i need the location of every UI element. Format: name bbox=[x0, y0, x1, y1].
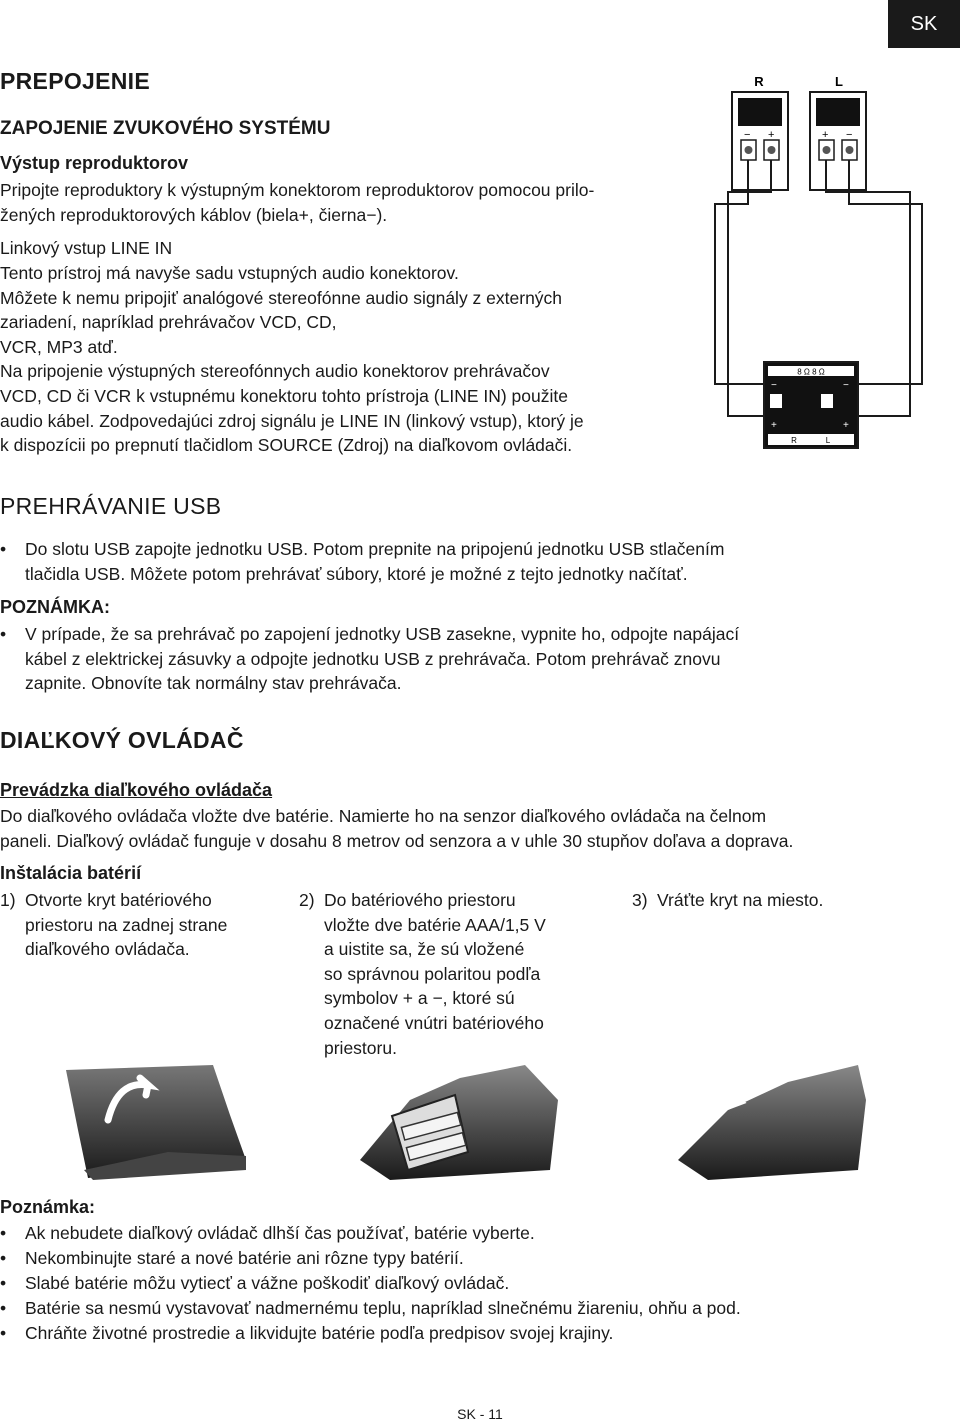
step-number: 1) bbox=[0, 890, 16, 910]
text-line: Ak nebudete diaľkový ovládač dlhší čas používať, batérie vyberte. bbox=[25, 1223, 535, 1243]
bullet-dot: • bbox=[0, 1298, 7, 1318]
bullet-dot: • bbox=[0, 1323, 7, 1343]
battery-note-item bbox=[0, 1271, 900, 1296]
text-line: tlačidla USB. Môžete potom prehrávať súbory, ktoré je možné z tejto jednotky načítať. bbox=[25, 563, 688, 584]
install-step-1 bbox=[0, 888, 290, 962]
text-line: Slabé batérie môžu vytiecť a vážne poškodiť diaľkový ovládač. bbox=[25, 1273, 510, 1293]
usb-note-bullet bbox=[0, 622, 900, 696]
minus-sign: − bbox=[843, 380, 849, 391]
usb-note-label: POZNÁMKA: bbox=[0, 597, 110, 617]
language-tab bbox=[888, 0, 960, 48]
minus-sign: − bbox=[744, 129, 751, 141]
speaker-output-text bbox=[0, 178, 594, 227]
text-line: Chráňte životné prostredie a likvidujte batérie podľa predpisov svojej krajiny. bbox=[25, 1323, 614, 1343]
speaker-left bbox=[810, 92, 866, 190]
unit-label-r: R bbox=[791, 436, 797, 445]
text-line: symbolov + a −, ktoré sú bbox=[324, 988, 515, 1009]
section-title-connection: PREPOJENIE bbox=[0, 68, 150, 94]
battery-note-item bbox=[0, 1246, 900, 1271]
text-line: Do batériového priestoru bbox=[324, 890, 516, 910]
bullet-dot: • bbox=[0, 1223, 7, 1243]
remote-operation-text bbox=[0, 804, 793, 853]
speaker-right bbox=[732, 92, 788, 190]
speaker-label-r: R bbox=[754, 74, 764, 89]
remote-close-cover-illustration bbox=[668, 1060, 868, 1180]
page-number: SK - 11 bbox=[457, 1406, 503, 1422]
text-line: so správnou polaritou podľa bbox=[324, 963, 541, 984]
text-line: a uistite sa, že sú vložené bbox=[324, 939, 525, 960]
minus-sign: − bbox=[846, 129, 853, 141]
text-line: kábel z elektrickej zásuvky a odpojte jednotku USB z prehrávača. Potom prehrávač znovu bbox=[25, 648, 721, 669]
step-number: 3) bbox=[632, 890, 648, 910]
install-step-2 bbox=[299, 888, 609, 1060]
text-line: paneli. Diaľkový ovládač funguje v dosahu 8 metrov od senzora a v uhle 30 stupňov doľava a doprava. bbox=[0, 830, 794, 851]
text-line: diaľkového ovládača. bbox=[25, 939, 190, 960]
plus-sign: + bbox=[843, 420, 849, 431]
section-title-usb: PREHRÁVANIE USB bbox=[0, 493, 222, 519]
text-line: označené vnútri batériového bbox=[324, 1012, 544, 1033]
text-line: V prípade, že sa prehrávač po zapojení jednotky USB zasekne, vypnite ho, odpojte napájací bbox=[25, 624, 740, 644]
linein-text bbox=[0, 261, 584, 458]
speaker-connection-diagram bbox=[700, 70, 940, 460]
battery-note-heading: Poznámka: bbox=[0, 1197, 96, 1217]
text-line: Do diaľkového ovládača vložte dve batérie. Namierte ho na senzor diaľkového ovládača na čelnom bbox=[0, 806, 767, 826]
text-line: audio kábel. Zodpovedajúci zdroj signálu je LINE IN (linkový vstup), ktorý je bbox=[0, 410, 584, 431]
unit-label-l: L bbox=[825, 436, 831, 445]
text-line: Batérie sa nesmú vystavovať nadmernému teplu, napríklad slnečnému žiareniu, ohňu a pod. bbox=[25, 1298, 741, 1318]
speaker-label-l: L bbox=[835, 74, 843, 89]
battery-install-heading: Inštalácia batérií bbox=[0, 863, 142, 883]
remote-insert-battery-illustration bbox=[350, 1060, 560, 1180]
section-subtitle-audio: ZAPOJENIE ZVUKOVÉHO SYSTÉMU bbox=[0, 118, 331, 139]
battery-note-item bbox=[0, 1296, 900, 1321]
text-line: Pripojte reproduktory k výstupným konektorom reproduktorov pomocou prilo- bbox=[0, 180, 595, 200]
text-line: zapnite. Obnovíte tak normálny stav prehrávača. bbox=[25, 673, 402, 694]
section-title-remote: DIAĽKOVÝ OVLÁDAČ bbox=[0, 727, 244, 753]
bullet-dot: • bbox=[0, 624, 7, 644]
text-line: žených reproduktorových káblov (biela+, čierna−). bbox=[0, 204, 388, 225]
text-line: zariadení, napríklad prehrávačov VCD, CD, bbox=[0, 312, 337, 333]
text-line: vložte dve batérie AAA/1,5 V bbox=[324, 914, 546, 935]
text-line: Môžete k nemu pripojiť analógové stereofónne audio signály z externých bbox=[0, 287, 563, 308]
speaker-cone-icon bbox=[816, 98, 860, 126]
text-line: VCD, CD či VCR k vstupnému konektoru tohto prístroja (LINE IN) použite bbox=[0, 385, 568, 406]
battery-note-item bbox=[0, 1321, 900, 1346]
bullet-dot: • bbox=[0, 539, 7, 559]
text-line: VCR, MP3 atď. bbox=[0, 336, 118, 357]
linein-heading: Linkový vstup LINE IN bbox=[0, 238, 173, 258]
text-line: Otvorte kryt batériového bbox=[25, 890, 212, 910]
text-line: priestoru na zadnej strane bbox=[25, 914, 228, 935]
speaker-output-heading: Výstup reproduktorov bbox=[0, 153, 189, 173]
remote-operation-heading: Prevádzka diaľkového ovládača bbox=[0, 780, 273, 800]
plus-sign: + bbox=[822, 129, 829, 141]
text-line: Nekombinujte staré a nové batérie ani rôzne typy batérií. bbox=[25, 1248, 464, 1268]
text-line: Na pripojenie výstupných stereofónnych audio konektorov prehrávačov bbox=[0, 361, 550, 382]
language-tab-label: SK bbox=[910, 12, 938, 35]
bullet-dot: • bbox=[0, 1273, 7, 1293]
minus-sign: − bbox=[771, 380, 777, 391]
step-number: 2) bbox=[299, 890, 315, 910]
text-line: Tento prístroj má navyše sadu vstupných audio konektorov. bbox=[0, 263, 459, 283]
text-line: k dispozícii po prepnutí tlačidlom SOURCE (Zdroj) na diaľkovom ovládači. bbox=[0, 435, 573, 456]
battery-note-item bbox=[0, 1221, 900, 1246]
remote-open-cover-illustration bbox=[48, 1060, 248, 1180]
ohm-label: 8 Ω 8 Ω bbox=[797, 367, 825, 377]
plus-sign: + bbox=[771, 420, 777, 431]
usb-bullet bbox=[0, 537, 900, 586]
bullet-dot: • bbox=[0, 1248, 7, 1268]
install-step-3 bbox=[632, 888, 932, 913]
speaker-cone-icon bbox=[738, 98, 782, 126]
text-line: Vráťte kryt na miesto. bbox=[657, 890, 824, 910]
plus-sign: + bbox=[768, 129, 775, 141]
unit-speaker-terminals bbox=[764, 362, 858, 448]
text-line: Do slotu USB zapojte jednotku USB. Potom prepnite na pripojenú jednotku USB stlačením bbox=[25, 539, 725, 559]
text-line: priestoru. bbox=[324, 1037, 397, 1058]
